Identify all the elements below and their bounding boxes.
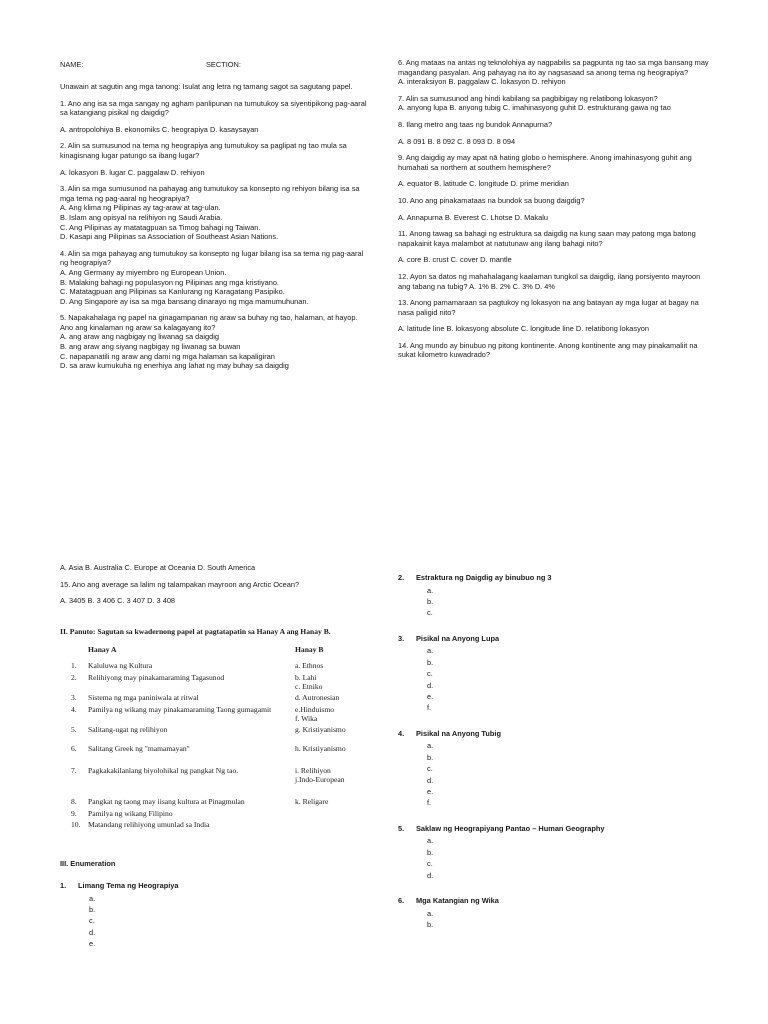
left-question-column [60, 82, 368, 371]
answer-choice: D. sa araw kumukuha ng enerhiya ang lahat ng may buhay sa daigdig [60, 361, 289, 371]
matching-number: 3. [71, 693, 77, 702]
matching-number: 7. [71, 766, 77, 775]
matching-number: 5. [71, 725, 77, 734]
enumeration-item: f. [427, 703, 432, 713]
hanay-a-item: Salitang-ugat ng relihiyon [88, 725, 168, 734]
enumeration-item: e. [89, 939, 96, 949]
enumeration-number: 3. [398, 633, 405, 643]
enumeration-item: c. [427, 764, 433, 774]
hanay-a-item: Pamilya ng wikang Filipino [88, 809, 173, 818]
enumeration-item: b. [427, 847, 434, 857]
enumeration-item: c. [427, 669, 433, 679]
hanay-a-item: Matandang relihiyong umunlad sa India [88, 820, 210, 829]
q14-choices-block [60, 563, 380, 606]
matching-number: 8. [71, 797, 77, 806]
question-text: 1. Ano ang isa sa mga sangay ng agham panlipunan na tumutukoy sa siyentipikong pag-aaral sa katangiang pisikal ng daigdig? [60, 98, 367, 118]
enumeration-item: d. [427, 870, 434, 880]
enumeration-number: 1. [60, 881, 67, 890]
answer-choice: A. Ang klima ng Pilipinas ay tag-araw at tag-ulan. [60, 203, 221, 213]
hanay-b-item: d. Autronesian [295, 693, 340, 702]
question-text: 3. Alin sa mga sumusunod na pahayag ang tumutukoy sa konsepto ng rehiyon bilang isa sa mga tema ng pag-aaral ng heograpiya? [60, 184, 360, 203]
matching-row [60, 744, 360, 754]
enumeration-item: e. [427, 692, 434, 702]
section-label: SECTION: [206, 60, 241, 69]
enumeration-heading: Saklaw ng Heograpiyang Pantao – Human Geography [416, 823, 605, 833]
instructions: Unawain at sagutin ang mga tanong: Isulat ang letra ng tamang sagot sa sagutang papel. [60, 82, 353, 91]
matching-number: 2. [71, 673, 77, 682]
enumeration-title [60, 881, 360, 891]
enumeration-item: b. [427, 597, 434, 606]
answer-choice: C. Ang Pilipinas ay matatagpuan sa Timog bahagi ng Taiwan. [60, 222, 261, 232]
answer-choice: B. Islam ang opisyal na relihiyon ng Saudi Arabia. [60, 212, 223, 222]
question-text: 2. Alin sa sumusunod na tema ng heograpiya ang tumutukoy sa paglipat ng tao mula sa kinagisnang lugar patungo sa ibang lugar? [60, 141, 347, 160]
answer-choice: C. Matatagpuan ang Pilipinas sa Kanlurang ng Karagatang Pasipiko. [60, 287, 285, 297]
matching-number: 10. [71, 820, 81, 829]
enumeration-item: a. [89, 893, 96, 903]
hanay-a-item: Pamilya ng wikang may pinakamaraming Taong gumagamit [88, 705, 272, 714]
question-text: 8. Ilang metro ang taas ng bundok Annapurna? [398, 119, 553, 129]
question-text: 10. Ano ang pinakamataas na bundok sa buong daigdig? [398, 195, 585, 205]
matching-row [60, 693, 360, 703]
matching-row [60, 797, 360, 807]
answer-choice: B. ang araw ang siyang nagbigay ng liwanag sa buwan [60, 342, 241, 352]
answer-choice: D. Ang Singapore ay isa sa mga bansang dinarayo ng mga mamumuhunan. [60, 296, 309, 306]
enumeration-item: c. [427, 608, 433, 618]
enumeration-number: 5. [398, 823, 405, 833]
hanay-b-item: h. Kristiyanismo [295, 744, 346, 753]
matching-number: 4. [71, 705, 77, 714]
answer-choice: A. lokasyon B. lugar C. paggalaw D. rehiyon [60, 167, 205, 177]
enumeration-item: a. [427, 836, 434, 846]
enumeration-item: e. [427, 787, 434, 797]
matching-row [60, 809, 360, 819]
hanay-b-heading: Hanay B [295, 645, 324, 654]
hanay-a-item: Salitang Greek ng "mamamayan" [88, 744, 190, 753]
enumeration-heading: Mga Katangian ng Wika [416, 896, 499, 906]
enumeration-item: c. [89, 916, 95, 926]
matching-row [60, 661, 360, 671]
answer-choice: A. core B. crust C. cover D. mantle [398, 255, 512, 265]
answer-choice: A. antropolohiya B. ekonomiks C. heograpiya D. kasaysayan [60, 124, 259, 134]
hanay-b-item: g. Kristiyanismo [295, 725, 346, 734]
question-text: 5. Napakahalaga ng papel na ginagampanan ng araw sa buhay ng tao, halaman, at hayop. Ano ang kinalaman ng araw sa kalagayang ito? [60, 313, 358, 332]
enumeration-number: 6. [398, 896, 405, 906]
enumeration-heading: Pisikal na Anyong Lupa [416, 633, 500, 643]
enumeration-item: d. [89, 927, 96, 937]
question-text: 12. Ayon sa datos ng mahahalagang kaalaman tungkol sa daigdig, ilang porsiyento mayroon ang tabang na tubig? A. 1% B. 2% C. 3% D. 4% [398, 271, 701, 291]
hanay-b-item: b. Lahi c. Etniko [295, 673, 323, 692]
enumeration-heading: Limang Tema ng Heograpiya [78, 881, 179, 890]
enumeration-heading: Pisikal na Anyong Tubig [416, 728, 501, 738]
question-text: 11. Anong tawag sa bahagi ng estruktura sa daigdig na kung saan may patong mga batong napakainit kaya malambot at natutunaw ang ilang bahagi nito? [398, 229, 696, 248]
enumeration-title [398, 824, 718, 834]
matching-row [60, 766, 360, 785]
enumeration-item: b. [427, 657, 434, 667]
enumeration-item: a. [427, 741, 434, 751]
q15-question: 15. Ano ang average sa lalim ng talampakan mayroon ang Arctic Ocean? [60, 579, 300, 589]
matching-number: 6. [71, 744, 77, 753]
answer-choice: B. Malaking bahagi ng populasyon ng Pilipinas ang mga kristiyano. [60, 277, 279, 287]
hanay-b-item: k. Religare [295, 797, 329, 806]
enumeration-item: a. [427, 646, 434, 656]
enumeration-item: b. [427, 752, 434, 762]
answer-choice: A. 8 091 B. 8 092 C. 8 093 D. 8 094 [398, 136, 516, 146]
enumeration-title [398, 896, 718, 906]
hanay-b-item: i. Relihiyon j.Indo-European [295, 766, 345, 785]
enumeration-item: a. [427, 908, 434, 918]
enumeration-number: 4. [398, 728, 405, 738]
enumeration-heading: Estraktura ng Daigdig ay binubuo ng 3 [416, 573, 552, 582]
question-text: 9. Ang daigdig ay may apat nā hating globo o hemisphere. Anong imahinasyong guhit ang humahati sa northem at southem hemisphere? [398, 153, 692, 172]
hanay-a-item: Pangkat ng taong may iisang kultura at Pinagmulan [88, 797, 245, 806]
enumeration-item: a. [427, 585, 434, 595]
enumeration-right [398, 573, 718, 931]
hanay-a-item: Pagkakakilanlang biyolohikal ng pangkat Ng tao. [88, 766, 239, 775]
matching-number: 1. [71, 661, 77, 670]
enumeration-item: c. [427, 859, 433, 869]
q15-choices: A. 3405 B. 3 406 C. 3 407 D. 3 408 [60, 596, 176, 606]
hanay-a-heading: Hanay A [88, 645, 117, 654]
answer-choice: D. Kasapi ang Pilipinas sa Association of Southeast Asian Nations. [60, 232, 279, 242]
hanay-b-item: a. Ethnos [295, 661, 324, 670]
question-text: 4. Alin sa mga pahayag ang tumutukoy sa konsepto ng lugar bilang isa sa tema ng pag-aaral ng heograpiya? [60, 248, 364, 268]
matching-row [60, 705, 360, 724]
enumeration-title [398, 729, 718, 739]
enumeration-number: 2. [398, 573, 405, 582]
answer-choice: A. equator B. latitude C. longitude D. prime meridian [398, 179, 569, 189]
matching-row [60, 725, 360, 735]
right-question-column [398, 58, 710, 360]
enumeration-title [398, 634, 718, 644]
hanay-a-item: Relihiyong may pinakamaraming Tagasunod [88, 673, 225, 682]
enumeration-item: f. [427, 798, 432, 808]
part2-title: II. Panuto: Sagutan sa kwadernong papel at pagtatapatin sa Hanay A ang Hanay B. [60, 627, 331, 636]
enumeration-item: b. [427, 920, 434, 930]
answer-choice: A. anyong lupa B. anyong tubig C. imahinasyong guhit D. estrukturang gawa ng tao [398, 103, 671, 113]
answer-choice: C. napapanatili ng araw ang dami ng mga halaman sa kapaligiran [60, 351, 275, 361]
matching-row [60, 820, 360, 830]
answer-choice: A. latitude line B. lokasyong absolute C. longitude line D. relatibong lokasyon [398, 324, 650, 334]
matching-row [60, 673, 360, 692]
enumeration-item: b. [89, 905, 96, 914]
question-text: 7. Alin sa sumusunod ang hindi kabilang sa pagbibigay ng relatibong lokasyon? [398, 93, 658, 103]
hanay-b-item: e.Hinduismo f. Wika [295, 705, 335, 724]
question-text: 13. Anong pamamaraan sa pagtukoy ng lokasyon na ang batayan ay mga lugar at bagay na nasa paligid nito? [398, 298, 699, 317]
matching-number: 9. [71, 809, 77, 818]
answer-choice: A. Annapurna B. Everest C. Lhotse D. Makalu [398, 212, 548, 222]
answer-choice: A. interaksiyon B. paggalaw C. lokasyon D. rehiyon [398, 77, 566, 87]
enumeration-left [60, 881, 360, 950]
part3-title: III. Enumeration [60, 859, 116, 868]
q14-choices: A. Asia B. Australia C. Europe at Oceania D. South America [60, 563, 256, 572]
enumeration-item: d. [427, 775, 434, 785]
hanay-a-item: Sistema ng mga paniniwala at ritwal [88, 693, 199, 702]
answer-choice: A. Ang Germany ay miyembro ng European Union. [60, 267, 227, 277]
name-label: NAME: [60, 60, 84, 69]
answer-choice: A. ang araw ang nagbigay ng liwanag sa daigdig [60, 332, 220, 342]
question-text: 14. Ang mundo ay binubuo ng pitong kontinente. Anong kontinente ang may pinakamaliit na sukat kilometro kuwadrado? [398, 340, 698, 360]
enumeration-title [398, 573, 718, 583]
hanay-a-item: Kaluluwa ng Kultura [88, 661, 153, 670]
question-text: 6. Ang mataas na antas ng teknolohiya ay nagpabilis sa pagpunta ng tao sa mga bansang may magandang pasyalan. Ang pahayag na ito ay nagsasaad sa anong tema ng heograpiya? [398, 58, 709, 77]
enumeration-item: d. [427, 680, 434, 690]
